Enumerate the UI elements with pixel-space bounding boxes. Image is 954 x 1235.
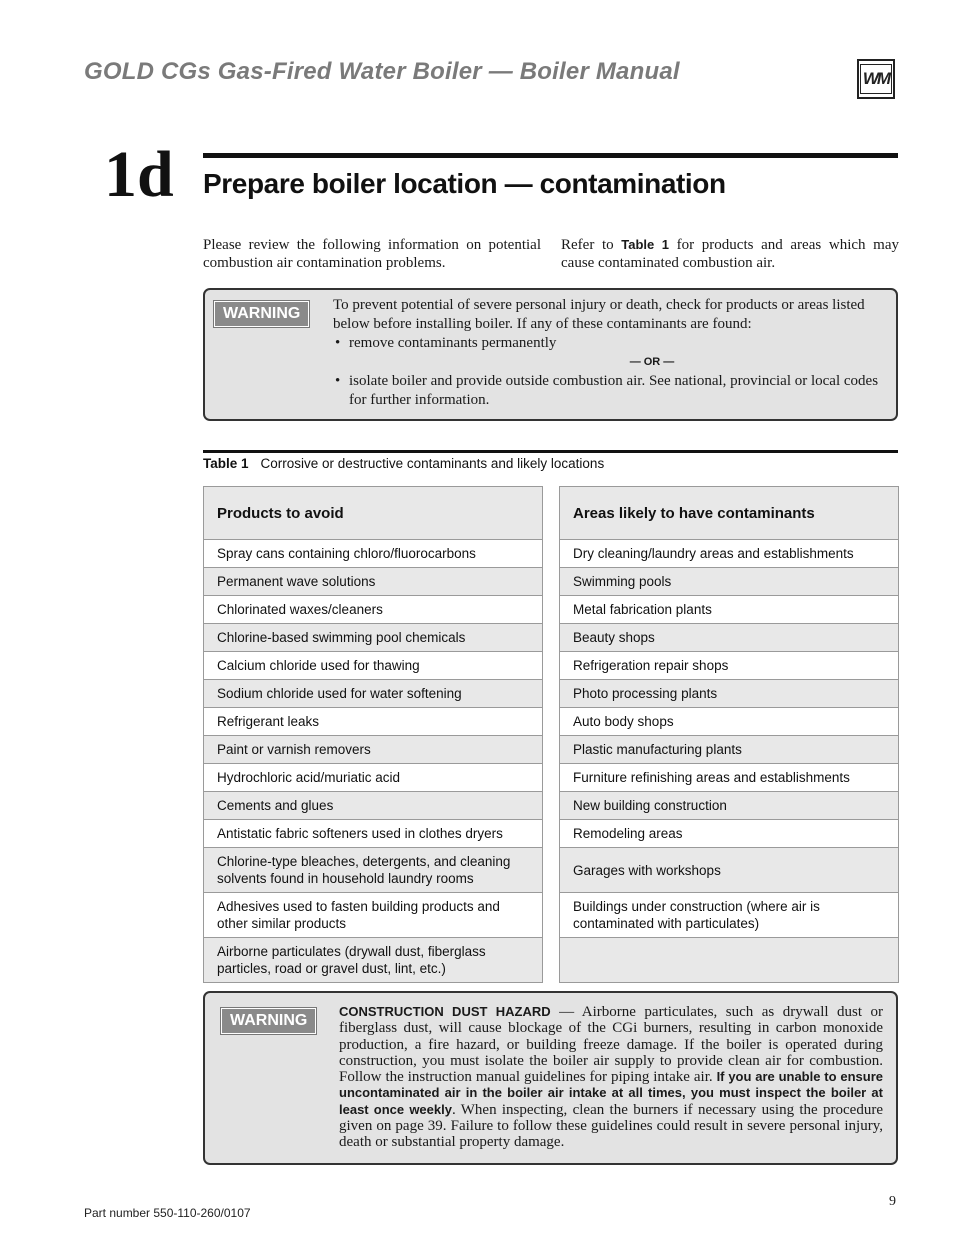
table-row <box>204 708 543 736</box>
table-row <box>560 624 899 652</box>
table-row <box>204 624 543 652</box>
product-cell: Antistatic fabric softeners used in clothes dryers <box>204 820 543 848</box>
table-row <box>204 893 543 938</box>
area-cell: Buildings under construction (where air is contaminated with particulates) <box>560 893 899 938</box>
table-row <box>204 848 543 893</box>
warning-box-construction-dust <box>203 991 898 1165</box>
product-cell: Chlorine-type bleaches, detergents, and cleaning solvents found in household laundry rooms <box>204 848 543 893</box>
logo-text: WM <box>860 64 892 94</box>
product-cell: Calcium chloride used for thawing <box>204 652 543 680</box>
table-row <box>204 792 543 820</box>
table-caption <box>203 456 604 471</box>
warning-text-part2: . When inspecting, clean the burners if necessary using the procedure given on page 39. Failure to follow these guidelines could result in severe personal injury, death or substantial property damage. <box>339 1101 883 1151</box>
areas-table <box>559 486 899 983</box>
warning-bold-text: If you are unable to ensure uncontaminated air in the boiler air intake at all times, you must inspect the boiler at least once weekly <box>339 1069 883 1117</box>
table-row <box>204 540 543 568</box>
table-row <box>560 792 899 820</box>
table-reference: Table 1 <box>621 237 670 252</box>
area-cell: Plastic manufacturing plants <box>560 736 899 764</box>
product-cell: Adhesives used to fasten building products and other similar products <box>204 893 543 938</box>
warning-text-part1: — Airborne particulates, such as drywall dust or fiberglass dust, will cause blockage of the CGi burners, resulting in carbon monoxide production, a fire hazard, or building freeze damage. If the boiler is operated during construction, you must isolate the boiler air supply to provide clean air for combustion. Follow the instruction manual guidelines for piping intake air. <box>339 1004 883 1086</box>
area-cell: Swimming pools <box>560 568 899 596</box>
section-title: Prepare boiler location — contamination <box>203 168 726 199</box>
table-row <box>204 568 543 596</box>
table-row <box>204 596 543 624</box>
table-row <box>560 764 899 792</box>
table-row <box>560 820 899 848</box>
intro-left: Please review the following information on potential combustion air contamination problems. <box>203 237 541 271</box>
area-cell: New building construction <box>560 792 899 820</box>
area-cell: Beauty shops <box>560 624 899 652</box>
table-row <box>204 680 543 708</box>
warning-badge: WARNING <box>221 1008 316 1034</box>
table-row <box>204 820 543 848</box>
intro-right-suffix: for products and areas which may cause contaminated combustion air. <box>561 237 899 271</box>
area-cell: Dry cleaning/laundry areas and establishments <box>560 540 899 568</box>
warning-intro: To prevent potential of severe personal injury or death, check for products or areas listed below before installing boiler. If any of these contaminants are found: <box>333 297 865 332</box>
table-row <box>560 736 899 764</box>
section-rule <box>203 153 898 158</box>
table-row <box>204 736 543 764</box>
table-row <box>560 708 899 736</box>
warning-bullet-remove: • remove contaminants permanently <box>335 335 557 351</box>
product-cell: Cements and glues <box>204 792 543 820</box>
manual-header-title: GOLD CGs Gas-Fired Water Boiler — Boiler Manual <box>84 58 680 85</box>
table-rule <box>203 450 898 453</box>
product-cell: Permanent wave solutions <box>204 568 543 596</box>
product-cell: Hydrochloric acid/muriatic acid <box>204 764 543 792</box>
area-cell: Auto body shops <box>560 708 899 736</box>
table-row <box>560 540 899 568</box>
intro-right-prefix: Refer to <box>561 237 622 253</box>
area-cell: Photo processing plants <box>560 680 899 708</box>
warning-box-contaminants <box>203 288 898 421</box>
table-label: Table 1 <box>203 456 249 471</box>
table-row <box>560 938 899 983</box>
product-cell: Chlorinated waxes/cleaners <box>204 596 543 624</box>
area-cell: Metal fabrication plants <box>560 596 899 624</box>
area-cell: Furniture refinishing areas and establishments <box>560 764 899 792</box>
area-cell: Refrigeration repair shops <box>560 652 899 680</box>
page-number: 9 <box>889 1194 896 1209</box>
product-cell: Refrigerant leaks <box>204 708 543 736</box>
table-row <box>560 568 899 596</box>
areas-header: Areas likely to have contaminants <box>560 487 899 540</box>
products-table <box>203 486 543 983</box>
warning-text <box>339 1004 883 1151</box>
table-row <box>560 680 899 708</box>
table-row <box>560 652 899 680</box>
area-cell: Remodeling areas <box>560 820 899 848</box>
table-row <box>560 848 899 893</box>
table-caption-text: Corrosive or destructive contaminants and likely locations <box>260 456 605 471</box>
product-cell: Airborne particulates (drywall dust, fiberglass particles, road or gravel dust, lint, etc.) <box>204 938 543 983</box>
bullet-text: remove contaminants permanently <box>349 335 557 351</box>
warning-badge: WARNING <box>214 301 309 327</box>
table-row <box>560 893 899 938</box>
product-cell: Spray cans containing chloro/fluorocarbons <box>204 540 543 568</box>
intro-right <box>561 236 899 272</box>
company-logo <box>857 59 895 99</box>
warning-heading: CONSTRUCTION DUST HAZARD <box>339 1004 551 1019</box>
part-number: Part number 550-110-260/0107 <box>84 1206 251 1220</box>
warning-bullet-isolate: • isolate boiler and provide outside combustion air. See national, provincial or local codes for further information. <box>335 373 879 408</box>
warning-text <box>333 296 891 410</box>
product-cell: Paint or varnish removers <box>204 736 543 764</box>
product-cell: Chlorine-based swimming pool chemicals <box>204 624 543 652</box>
table-row <box>204 938 543 983</box>
table-row <box>204 652 543 680</box>
section-number: 1d <box>104 138 174 211</box>
bullet-text: isolate boiler and provide outside combustion air. See national, provincial or local codes for further information. <box>349 373 879 408</box>
product-cell: Sodium chloride used for water softening <box>204 680 543 708</box>
table-row <box>204 764 543 792</box>
table-row <box>560 596 899 624</box>
area-cell <box>560 938 899 983</box>
products-header: Products to avoid <box>204 487 543 540</box>
area-cell: Garages with workshops <box>560 848 899 893</box>
or-separator: — OR — <box>629 356 675 368</box>
